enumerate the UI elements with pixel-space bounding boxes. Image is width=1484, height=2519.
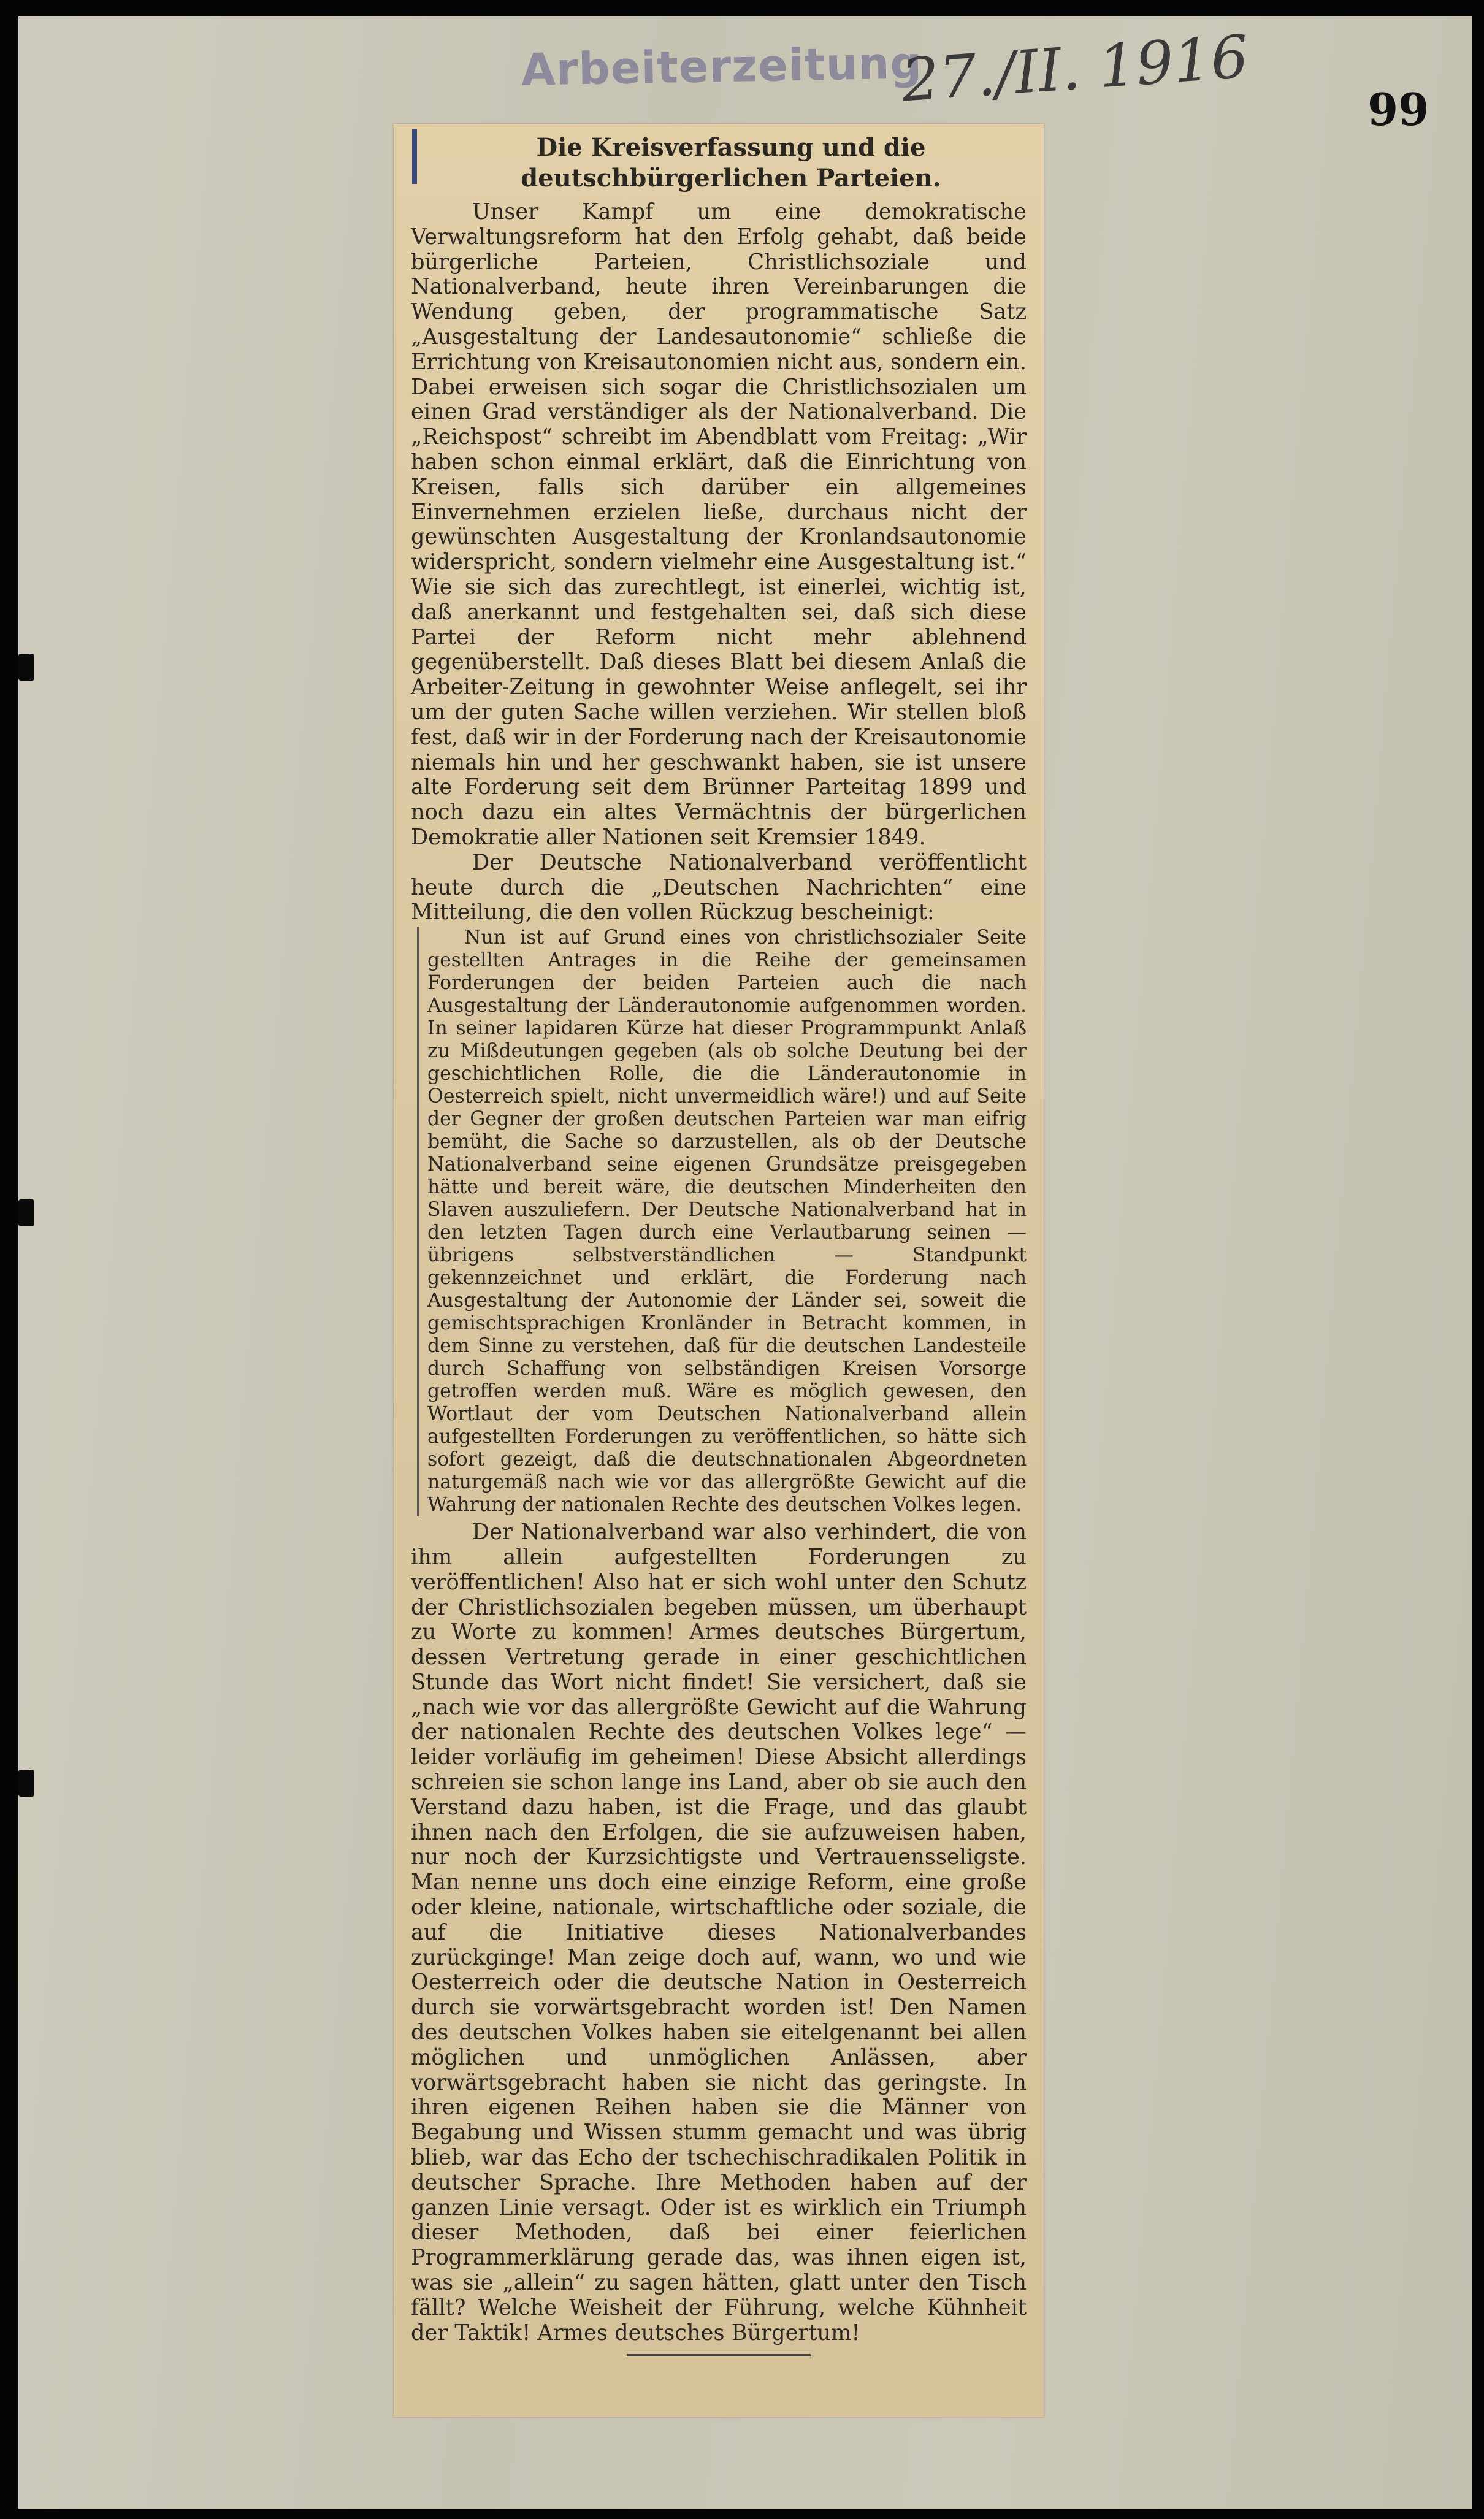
page-number: 99 [1367, 83, 1429, 136]
punch-hole-middle [18, 1199, 34, 1226]
clipping-margin-mark [412, 129, 417, 184]
article-closing-paragraph: Der Nationalverband war also verhindert, die von ihm allein aufgestellten Forderungen zu veröffentlichen! Also hat er sich wohl unter den Schutz der Christlichsozialen begeben müssen, um überhaupt zu Worte zu kommen! Armes deutsches Bürgertum, dessen Vertretung gerade in einer geschichtlichen Stunde das Wort nicht findet! Sie versichert, daß sie „nach wie vor das allergrößte Gewicht auf die Wahrung der nationalen Rechte des deutschen Volkes lege“ — leider vorläufig im geheimen! Diese Absicht allerdings schreien sie schon lange ins Land, aber ob sie auch den Verstand dazu haben, ist die Frage, und das glaubt ihnen nach den Erfolgen, die sie aufzuweisen haben, nur noch der Kurzsichtigste und Vertrauensseligste. Man nenne uns doch eine einzige Reform, eine große oder kleine, nationale, wirtschaftliche oder soziale, die auf die Initiative dieses Nationalverbandes zurückginge! Man zeige doch auf, wann, wo und wie Oesterreich oder die deutsche Nation in Oesterreich durch sie vorwärtsgebracht worden ist! Den Namen des deutschen Volkes haben sie eitelgenannt bei allen möglichen und unmöglichen Anlässen, aber vorwärtsgebracht haben sie nicht das geringste. In ihren eigenen Reihen haben sie die Männer von Begabung und Wissen stumm gemacht und was übrig blieb, war das Echo der tschechischradikalen Politik in deutscher Sprache. Ihre Methoden haben auf der ganzen Linie versagt. Oder ist es wirklich ein Triumph dieser Methoden, daß bei einer feierlichen Programmerklärung gerade das, was ihnen eigen ist, was sie „allein“ zu sagen hätten, glatt unter den Tisch fällt? Welche Weisheit der Führung, welche Kühnheit der Taktik! Armes deutsches Bürgertum! [411, 1519, 1027, 2345]
punch-hole-top [18, 654, 34, 681]
article-paragraph-2: Der Deutsche Nationalverband veröffentlicht heute durch die „Deutschen Nachrichten“ eine Mitteilung, die den vollen Rückzug bescheinigt: [411, 849, 1027, 925]
article-headline: Die Kreisverfassung und die deutschbürgerlichen Parteien. [521, 133, 941, 193]
handwritten-date: 27./II. 1916 [899, 22, 1251, 115]
newspaper-stamp: Arbeiterzeitung [521, 37, 923, 96]
archive-sheet [18, 16, 1472, 2509]
article-paragraph-1: Unser Kampf um eine demokratische Verwaltungsreform hat den Erfolg gehabt, daß beide bürgerliche Parteien, Christlichsoziale und Nationalverband, heute ihren Vereinbarungen die Wendung geben, der programmatische Satz „Ausgestaltung der Landesautonomie“ schließe die Errichtung von Kreisautonomien nicht aus, sondern ein. Dabei erweisen sich sogar die Christlichsozialen um einen Grad verständiger als der Nationalverband. Die „Reichspost“ schreibt im Abendblatt vom Freitag: „Wir haben schon einmal erklärt, daß die Einrichtung von Kreisen, falls sich darüber ein allgemeines Einvernehmen erzielen ließe, durchaus nicht der gewünschten Ausgestaltung der Kronlandsautonomie widerspricht, sondern vielmehr eine Ausgestaltung ist.“ Wie sie sich das zurechtlegt, ist einerlei, wichtig ist, daß anerkannt und festgehalten sei, daß sich diese Partei der Reform nicht mehr ablehnend gegenüberstellt. Daß dieses Blatt bei diesem Anlaß die Arbeiter-Zeitung in gewohnter Weise anflegelt, sei ihr um der guten Sache willen verziehen. Wir stellen bloß fest, daß wir in der Forderung nach der Kreisautonomie niemals hin und her geschwankt haben, sie ist unsere alte Forderung seit dem Brünner Parteitag 1899 und noch dazu ein altes Vermächtnis der bürgerlichen Demokratie aller Nationen seit Kremsier 1849. [411, 199, 1027, 850]
end-rule [627, 2354, 811, 2356]
article-quote: Nun ist auf Grund eines von christlichsozialer Seite gestellten Antrages in die Reihe der gemeinsamen Forderungen der beiden Parteien auch die nach Ausgestaltung der Länderautonomie aufgenommen worden. In seiner lapidaren Kürze hat dieser Programmpunkt Anlaß zu Mißdeutungen gegeben (als ob solche Deutung bei der geschichtlichen Rolle, die die Länderautonomie in Oesterreich spielt, nicht unvermeidlich wäre!) und auf Seite der Gegner der großen deutschen Parteien war man eifrig bemüht, die Sache so darzustellen, als ob der Deutsche Nationalverband seine eigenen Grundsätze preisgegeben hätte und bereit wäre, die deutschen Minderheiten den Slaven auszuliefern. Der Deutsche Nationalverband hat in den letzten Tagen durch eine Verlautbarung seinen — übrigens selbstverständlichen — Standpunkt gekennzeichnet und erklärt, die Forderung nach Ausgestaltung der Autonomie der Länder sei, soweit die gemischtsprachigen Kronländer in Betracht kommen, in dem Sinne zu verstehen, daß für die deutschen Landesteile durch Schaffung von selbständigen Kreisen Vorsorge getroffen werden muß. Wäre es möglich gewesen, den Wortlaut der vom Deutschen Nationalverband allein aufgestellten Forderungen zu veröffentlichen, so hätte sich sofort gezeigt, daß die deutschnationalen Abgeordneten naturgemäß nach wie vor das allergrößte Gewicht auf die Wahrung der nationalen Rechte des deutschen Volkes legen. [417, 927, 1027, 1516]
newspaper-clipping [394, 124, 1044, 2417]
punch-hole-bottom [18, 1770, 34, 1797]
